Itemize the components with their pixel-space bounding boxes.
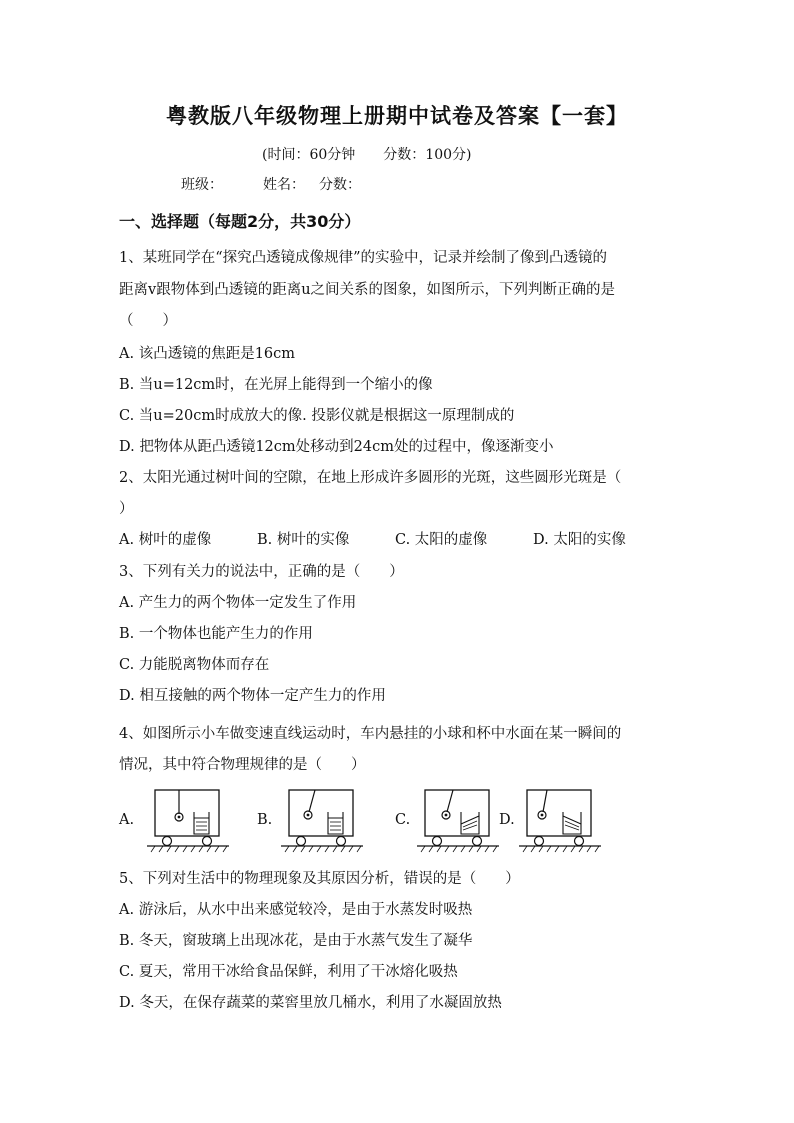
class-label: 班级： xyxy=(181,177,223,193)
q2-option-a: A. 树叶的虚像 xyxy=(119,532,212,548)
score-label: 分数： xyxy=(319,177,361,193)
time-limit: (时间：60分钟 xyxy=(262,147,356,163)
q1-stem-line2: 距离v跟物体到凸透镜的距离u之间关系的图象，如图所示，下列判断正确的是 xyxy=(119,282,616,298)
q2-options xyxy=(119,528,626,549)
q3-option-d: D. 相互接触的两个物体一定产生力的作用 xyxy=(119,688,386,704)
q1-stem-line3: （ ） xyxy=(119,313,177,329)
q4-figure-row xyxy=(119,786,599,858)
q2-option-c: C. 太阳的虚像 xyxy=(395,532,488,548)
q1-option-a: A. 该凸透镜的焦距是16cm xyxy=(119,346,296,362)
q3-option-a: A. 产生力的两个物体一定发生了作用 xyxy=(119,595,357,611)
q3-option-c: C. 力能脱离物体而存在 xyxy=(119,657,270,673)
q1-option-b: B. 当u=12cm时，在光屏上能得到一个缩小的像 xyxy=(119,377,433,393)
q4-label-d: D. xyxy=(499,812,515,828)
q4-cart-d-diagram xyxy=(519,786,601,856)
q5-option-b: B. 冬天，窗玻璃上出现冰花，是由于水蒸气发生了凝华 xyxy=(119,933,473,949)
q4-stem-line1: 4、如图所示小车做变速直线运动时，车内悬挂的小球和杯中水面在某一瞬间的 xyxy=(119,726,622,742)
q1-option-d: D. 把物体从距凸透镜12cm处移动到24cm处的过程中，像逐渐变小 xyxy=(119,439,554,455)
q2-option-b: B. 树叶的实像 xyxy=(257,532,350,548)
section-heading: 一、选择题（每题2分，共30分） xyxy=(119,212,361,231)
q4-cart-a-diagram xyxy=(147,786,229,856)
q4-label-b: B. xyxy=(257,812,273,828)
q5-option-d: D. 冬天，在保存蔬菜的菜窖里放几桶水，利用了水凝固放热 xyxy=(119,995,502,1011)
q1-stem-line1: 1、某班同学在“探究凸透镜成像规律”的实验中，记录并绘制了像到凸透镜的 xyxy=(119,250,608,266)
q4-cart-b-diagram xyxy=(281,786,363,856)
q4-cart-c-diagram xyxy=(417,786,499,856)
q3-stem: 3、下列有关力的说法中，正确的是（ ） xyxy=(119,564,404,580)
q2-option-d: D. 太阳的实像 xyxy=(533,532,626,548)
page-title: 粤教版八年级物理上册期中试卷及答案【一套】 xyxy=(166,104,628,128)
q5-option-a: A. 游泳后，从水中出来感觉较冷，是由于水蒸发时吸热 xyxy=(119,902,473,918)
q4-label-a: A. xyxy=(119,812,135,828)
q5-option-c: C. 夏天，常用干冰给食品保鲜，利用了干冰熔化吸热 xyxy=(119,964,458,980)
q5-stem: 5、下列对生活中的物理现象及其原因分析，错误的是（ ） xyxy=(119,871,520,887)
q2-stem-line1: 2、太阳光通过树叶间的空隙，在地上形成许多圆形的光斑，这些圆形光斑是（ xyxy=(119,470,622,486)
q3-option-b: B. 一个物体也能产生力的作用 xyxy=(119,626,313,642)
exam-subtitle xyxy=(262,144,471,164)
q2-stem-line2: ） xyxy=(119,501,134,517)
student-info xyxy=(181,174,361,194)
total-score: 分数：100分) xyxy=(383,147,472,163)
q4-stem-line2: 情况，其中符合物理规律的是（ ） xyxy=(119,757,366,773)
name-label: 姓名： xyxy=(263,177,305,193)
q4-label-c: C. xyxy=(395,812,411,828)
q1-option-c: C. 当u=20cm时成放大的像. 投影仪就是根据这一原理制成的 xyxy=(119,408,515,424)
